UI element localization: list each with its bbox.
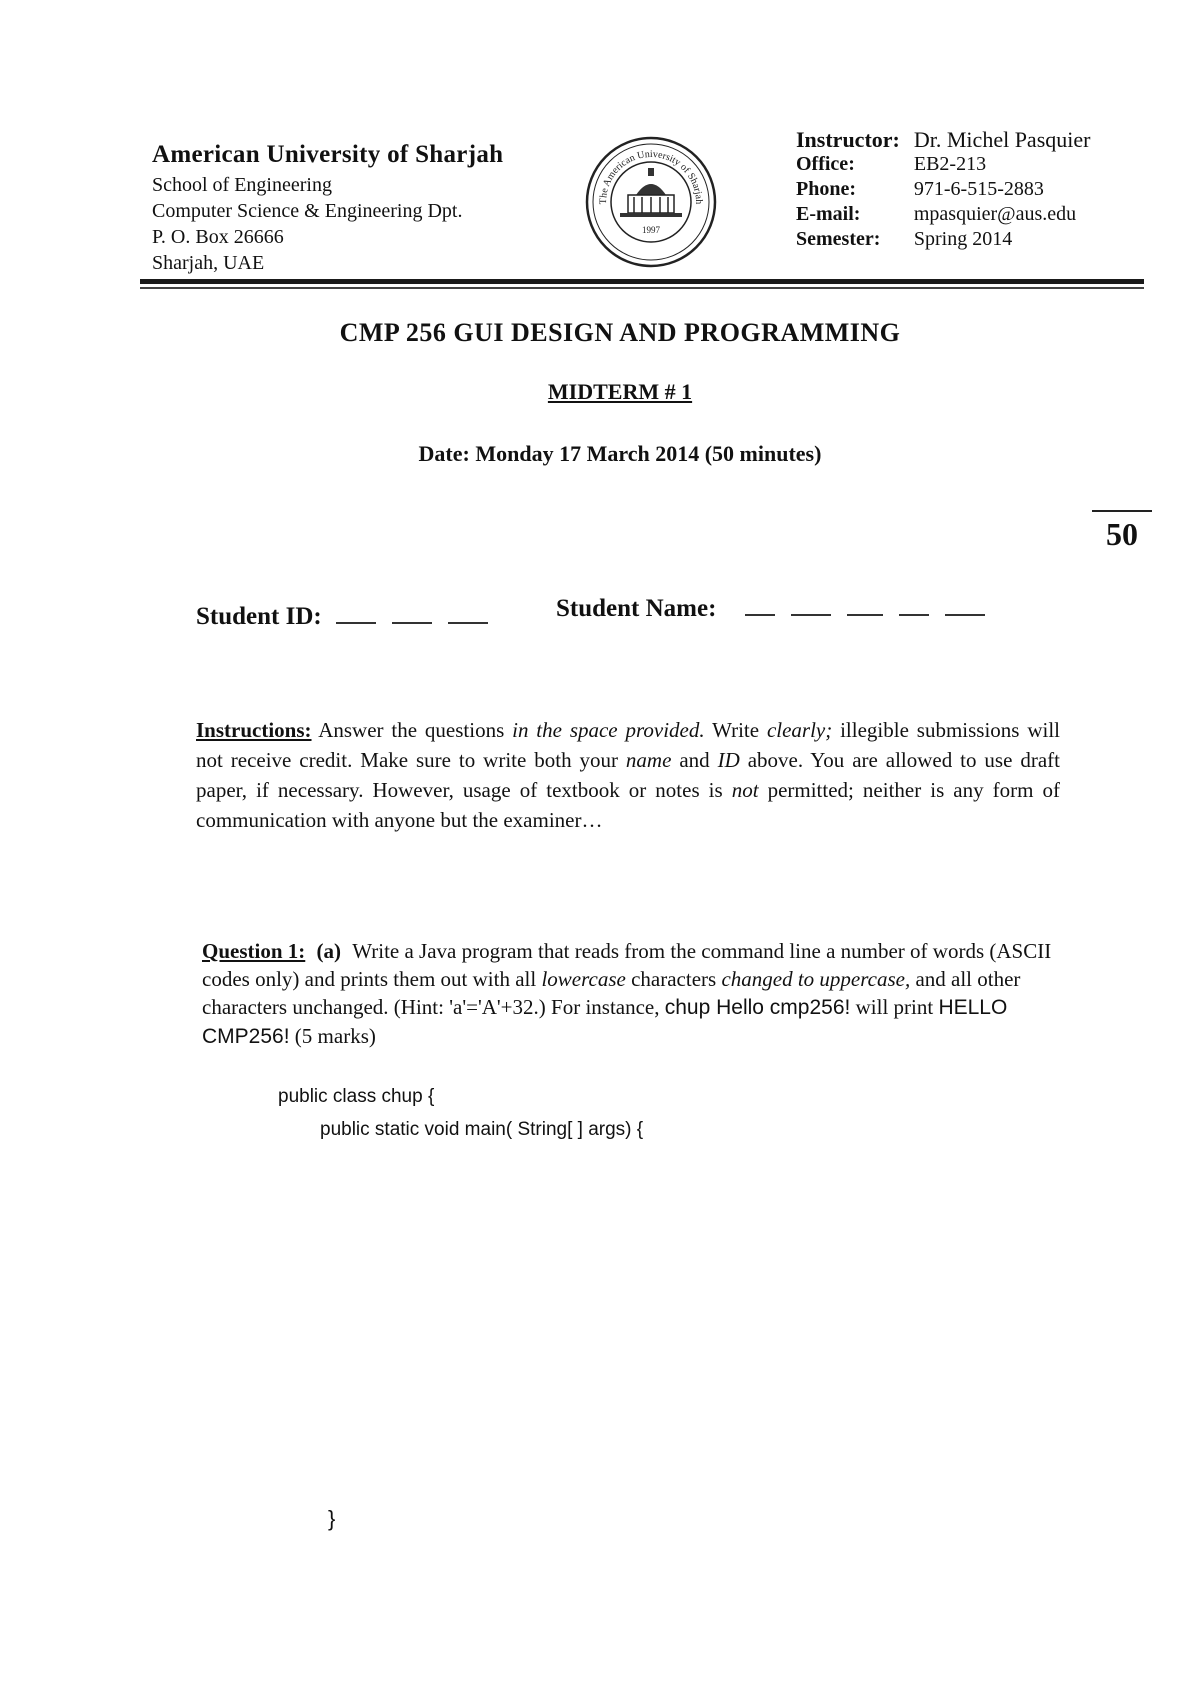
university-name: American University of Sharjah bbox=[152, 141, 504, 168]
student-name-field[interactable] bbox=[556, 595, 1001, 623]
question-1-label: Question 1: bbox=[202, 939, 306, 963]
instructions-label: Instructions: bbox=[196, 718, 312, 742]
student-id-field[interactable] bbox=[196, 603, 504, 631]
student-id-blank[interactable] bbox=[336, 622, 376, 624]
instructor-name: Dr. Michel Pasquier bbox=[913, 127, 1091, 152]
instructions-paragraph: Instructions: Answer the questions in the space provided. Write clearly; illegible submissions will not receive credit. Make sure to write both your name and ID above. You are allowed to use draft paper, if necessary. However, usage of textbook or notes is not permitted; neither is any form of communication with anyone but the examiner… bbox=[196, 718, 1060, 832]
date-value: Monday 17 March 2014 (50 minutes) bbox=[475, 441, 822, 466]
student-name-blank[interactable] bbox=[791, 614, 831, 616]
university-seal-icon bbox=[584, 135, 718, 269]
phone-value: 971-6-515-2883 bbox=[913, 178, 1044, 200]
header-rule bbox=[140, 279, 1144, 284]
office-value: EB2-213 bbox=[913, 153, 987, 175]
student-name-blank[interactable] bbox=[847, 614, 883, 616]
question-1-text: Question 1: (a) Write a Java program that reads from the command line a number of words (ASCII codes only) and prints them out with all lowercase characters changed to uppercase, and all other characters unchanged. (Hint: 'a'='A'+32.) For instance, chup Hello cmp256! will print HELLO CMP256! (5 marks) bbox=[202, 939, 1052, 1048]
student-name-blank[interactable] bbox=[899, 614, 929, 616]
code-skeleton bbox=[278, 1080, 643, 1146]
score-line bbox=[1092, 510, 1152, 512]
code-line-main: public static void main( String[ ] args) { bbox=[320, 1119, 644, 1140]
example-command: chup Hello cmp256! bbox=[664, 996, 851, 1019]
student-id-blank[interactable] bbox=[392, 622, 432, 624]
code-line-class: public class chup { bbox=[278, 1086, 435, 1107]
header-rule-thin bbox=[140, 287, 1144, 289]
total-marks: 50 bbox=[1106, 516, 1138, 552]
exam-title: MIDTERM # 1 bbox=[547, 379, 693, 404]
office-label: Office: bbox=[796, 153, 855, 175]
semester-value: Spring 2014 bbox=[913, 228, 1013, 250]
course-title: CMP 256 GUI DESIGN AND PROGRAMMING bbox=[339, 318, 901, 347]
email-value: mpasquier@aus.edu bbox=[913, 203, 1077, 225]
exam-date bbox=[0, 441, 1200, 467]
school-name: School of Engineering bbox=[152, 174, 332, 196]
phone-label: Phone: bbox=[796, 178, 856, 200]
question-1-part: (a) bbox=[316, 939, 342, 963]
instructor-label: Instructor: bbox=[796, 127, 900, 152]
question-1 bbox=[202, 937, 1062, 1051]
seal-year: 1997 bbox=[642, 225, 660, 235]
student-id-blank[interactable] bbox=[448, 622, 488, 624]
student-name-blank[interactable] bbox=[745, 614, 775, 616]
closing-brace: } bbox=[328, 1506, 336, 1531]
student-name-blank[interactable] bbox=[945, 614, 985, 616]
institution-block bbox=[152, 142, 503, 276]
example-output: HELLO CMP256! bbox=[202, 996, 1008, 1048]
seal-text: The American University of Sharjah bbox=[597, 148, 705, 205]
student-name-label: Student Name: bbox=[556, 595, 717, 622]
city: Sharjah, UAE bbox=[152, 252, 265, 274]
po-box: P. O. Box 26666 bbox=[152, 226, 284, 248]
instructor-contact bbox=[796, 127, 1104, 252]
email-label: E-mail: bbox=[796, 203, 861, 225]
date-label: Date: bbox=[418, 441, 470, 466]
student-id-label: Student ID: bbox=[196, 603, 322, 630]
semester-label: Semester: bbox=[796, 228, 881, 250]
department-name: Computer Science & Engineering Dpt. bbox=[152, 200, 463, 222]
